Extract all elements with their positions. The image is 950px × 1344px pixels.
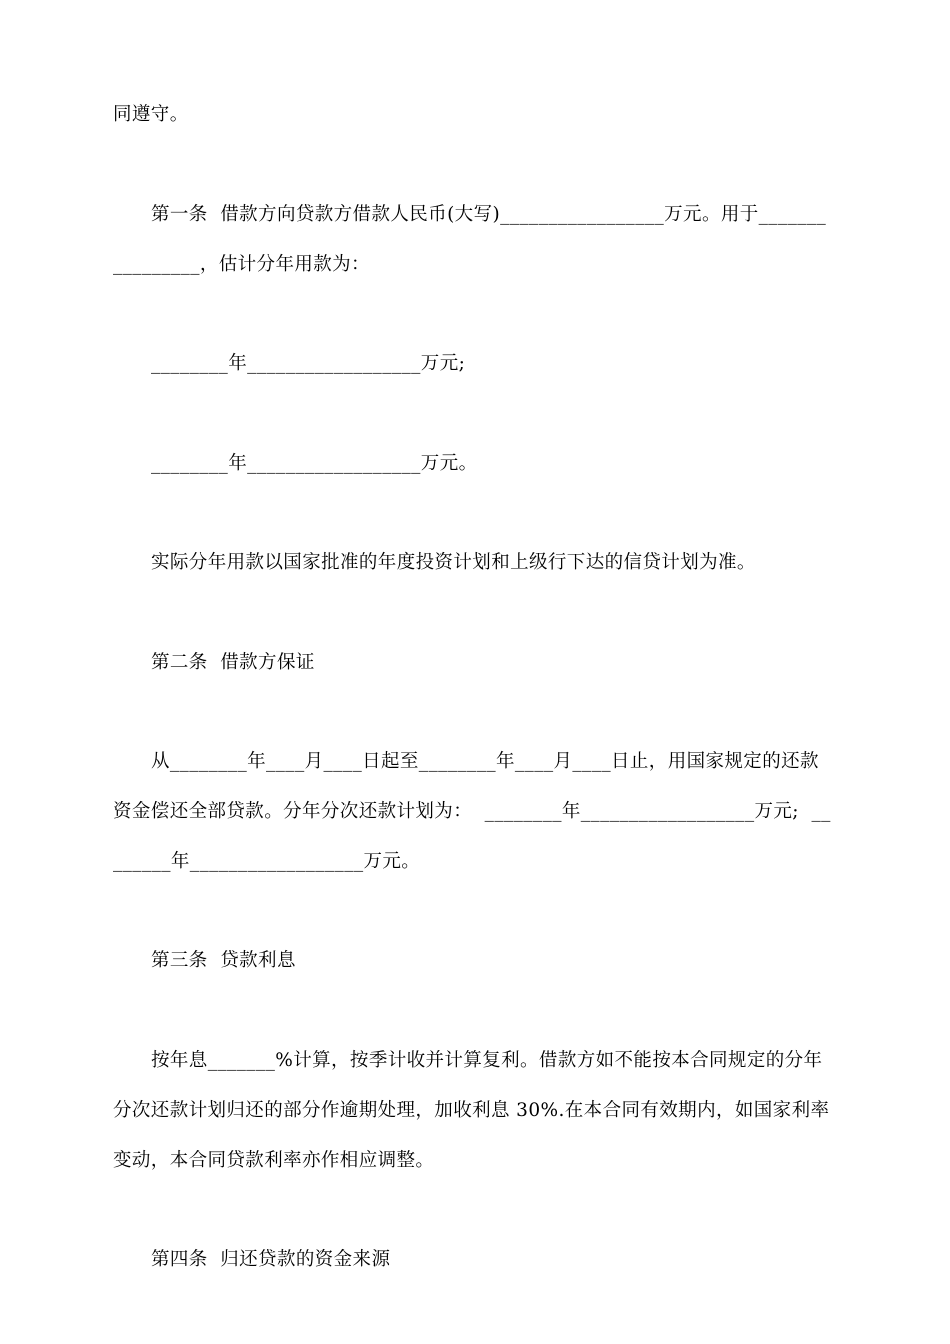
repayment-paragraph-line-2: 资金偿还全部贷款。分年分次还款计划为： ________年__________________万元; __ <box>113 801 831 822</box>
repayment-paragraph-line-3: ______年__________________万元。 <box>113 851 421 872</box>
text-line-continuation: 同遵守。 <box>113 104 189 125</box>
actual-usage-paragraph: 实际分年用款以国家批准的年度投资计划和上级行下达的信贷计划为准。 <box>151 552 756 573</box>
article-1-heading-line: 第一条 借款方向贷款方借款人民币(大写)_________________万元。用于_______ <box>151 204 827 225</box>
repayment-paragraph-line-1: 从________年____月____日起至________年____月____日止，用国家规定的还款 <box>151 751 819 772</box>
article-2-heading: 第二条 借款方保证 <box>151 652 315 673</box>
interest-paragraph-line-3: 变动，本合同贷款利率亦作相应调整。 <box>113 1150 435 1171</box>
interest-paragraph-line-1: 按年息_______%计算，按季计收并计算复利。借款方如不能按本合同规定的分年 <box>151 1050 823 1071</box>
yearly-amount-line-1: ________年__________________万元; <box>151 353 466 374</box>
article-3-heading: 第三条 贷款利息 <box>151 950 296 971</box>
interest-paragraph-line-2: 分次还款计划归还的部分作逾期处理，加收利息 30%.在本合同有效期内，如国家利率 <box>113 1100 830 1121</box>
article-1-text-line: _________，估计分年用款为： <box>113 254 370 275</box>
article-4-heading: 第四条 归还贷款的资金来源 <box>151 1249 391 1270</box>
yearly-amount-line-2: ________年__________________万元。 <box>151 453 478 474</box>
